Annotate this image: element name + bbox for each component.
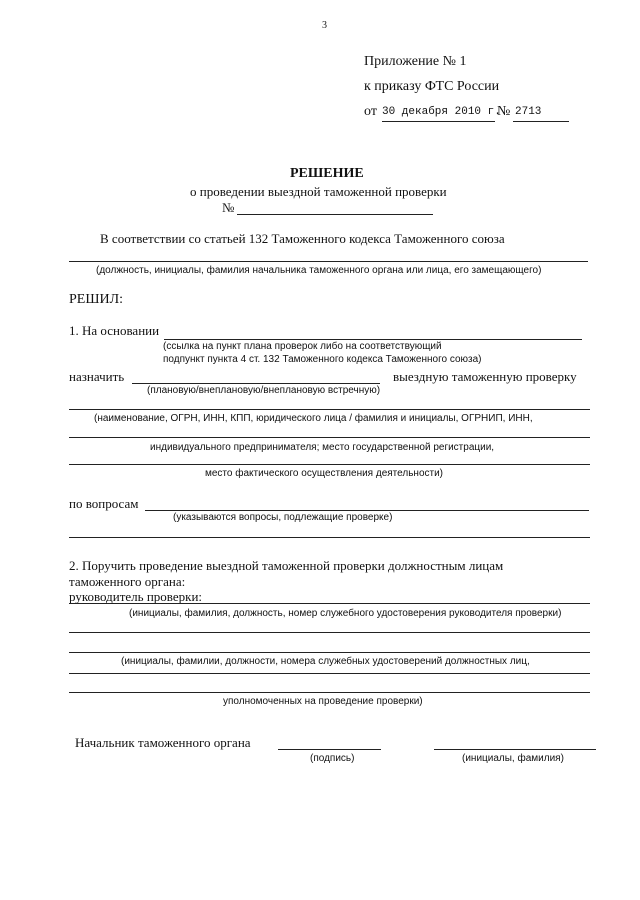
item2-text-1: 2. Поручить проведение выездной таможенной проверки должностным лицам: [69, 558, 504, 573]
chief-name-field[interactable]: [434, 749, 596, 750]
item1-label: 1. На основании: [69, 323, 160, 338]
officials-hint-2: уполномоченных на проведение проверки): [223, 696, 423, 707]
leader-hint: (инициалы, фамилия, должность, номер служебного удостоверения руководителя проверки): [129, 608, 562, 619]
basis-hint-a: (ссылка на пункт плана проверок либо на соответствующий: [163, 341, 442, 352]
officials-field-1[interactable]: [69, 652, 590, 653]
questions-field-2[interactable]: [69, 537, 590, 538]
leader-label: руководитель проверки:: [69, 589, 203, 604]
entity-field-1[interactable]: [69, 409, 590, 410]
date-underline: [382, 121, 495, 122]
entity-field-2[interactable]: [69, 437, 590, 438]
questions-field[interactable]: [145, 510, 589, 511]
officials-field-3[interactable]: [69, 692, 590, 693]
leader-field[interactable]: [216, 603, 590, 604]
officials-hint-1: (инициалы, фамилии, должности, номера служебных удостоверений должностных лиц,: [121, 656, 530, 667]
entity-field-3[interactable]: [69, 464, 590, 465]
appendix-line2: к приказу ФТС России: [364, 79, 500, 94]
inspection-type-hint: (плановую/внеплановую/внеплановую встречную): [147, 385, 381, 396]
leader-label-underline: [69, 603, 216, 604]
chief-name-hint: (инициалы, фамилия): [462, 753, 564, 764]
basis-field[interactable]: [164, 339, 582, 340]
official-hint: (должность, инициалы, фамилия начальника таможенного органа или лица, его замещающего): [96, 265, 542, 276]
document-title: РЕШЕНИЕ: [290, 166, 364, 181]
chief-label: Начальник таможенного органа: [75, 735, 251, 750]
assign-tail: выездную таможенную проверку: [393, 369, 577, 384]
intro-text: В соответствии со статьей 132 Таможенного кодекса Таможенного союза: [100, 231, 505, 246]
officials-field-2[interactable]: [69, 673, 590, 674]
questions-hint: (указываются вопросы, подлежащие проверке): [173, 512, 393, 523]
entity-hint-2: индивидуального предпринимателя; место государственной регистрации,: [150, 442, 495, 453]
signature-field[interactable]: [278, 749, 381, 750]
document-subtitle: о проведении выездной таможенной проверки: [190, 184, 447, 199]
official-field[interactable]: [69, 261, 588, 262]
leader-field-2[interactable]: [69, 632, 590, 633]
entity-hint-3: место фактического осуществления деятельности): [205, 468, 444, 479]
number-underline: [513, 121, 569, 122]
decision-number-label: №: [222, 200, 235, 215]
appendix-line1: Приложение № 1: [364, 54, 467, 69]
signature-hint: (подпись): [310, 753, 355, 764]
questions-label: по вопросам: [69, 496, 139, 511]
appendix-date: 30 декабря 2010 г.: [382, 106, 501, 118]
page-number: 3: [322, 20, 327, 31]
entity-hint-1: (наименование, ОГРН, ИНН, КПП, юридического лица / фамилия и инициалы, ОГРНИП, ИНН,: [94, 413, 533, 424]
assign-label: назначить: [69, 369, 125, 384]
appendix-number: 2713: [515, 106, 542, 118]
inspection-type-field[interactable]: [132, 383, 380, 384]
basis-hint-b: подпункт пункта 4 ст. 132 Таможенного кодекса Таможенного союза): [163, 354, 482, 365]
appendix-from: от: [364, 104, 377, 119]
appendix-num-label: №: [497, 104, 511, 119]
decided-label: РЕШИЛ:: [69, 292, 123, 307]
decision-number-field[interactable]: [237, 214, 433, 215]
item2-text-2: таможенного органа:: [69, 574, 186, 589]
